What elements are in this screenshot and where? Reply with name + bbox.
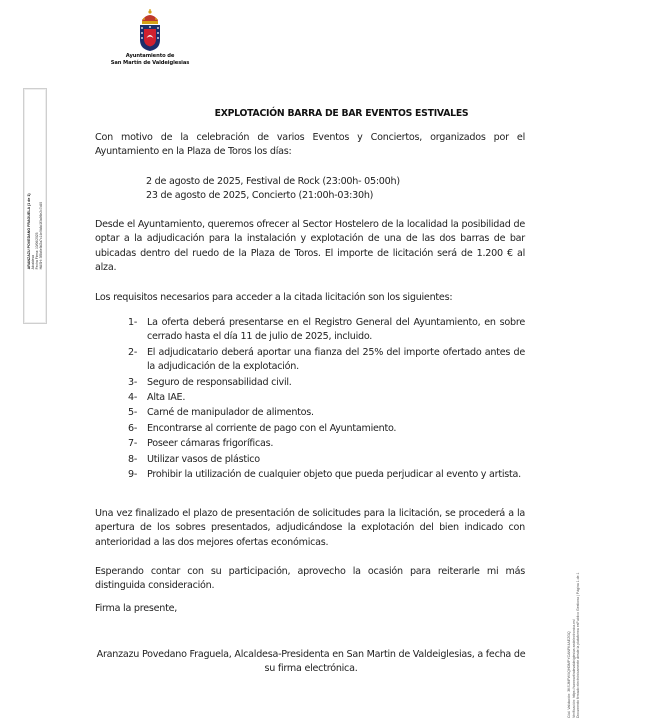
event-date-item: 23 de agosto de 2025, Concierto (21:00h-03:30h) xyxy=(146,190,374,202)
requirement-number: 9- xyxy=(128,469,138,481)
event-date-item: 2 de agosto de 2025, Festival de Rock (23:00h- 05:00h) xyxy=(146,176,400,187)
requirement-text: Seguro de responsabilidad civil. xyxy=(147,376,292,388)
requirement-number: 2- xyxy=(128,346,138,358)
event-dates xyxy=(146,175,400,204)
requirement-item xyxy=(128,346,525,375)
requirement-text: Encontrarse al corriente de pago con el Ayuntamiento. xyxy=(147,422,397,434)
signatory-line: Aranzazu Povedano Fraguela, Alcaldesa-Presidenta en San Martin de Valdeiglesias, a fecha de su firma electrónica. xyxy=(96,649,526,675)
sign-off: Firma la presente, xyxy=(95,603,178,614)
signer-name: ARANZAZU POVEDANO FRAGUELA (1 de 1) xyxy=(27,193,31,269)
coat-of-arms-icon xyxy=(133,8,167,52)
requirement-item xyxy=(128,406,525,420)
requirement-item xyxy=(128,422,525,436)
requirement-text: Carné de manipulador de alimentos. xyxy=(147,407,314,419)
document-title: EXPLOTACIÓN BARRA DE BAR EVENTOS ESTIVALES xyxy=(214,108,469,119)
farewell-paragraph: Esperando contar con su participación, aprovecho la ocasión para reiterarle mi más distinguida consideración. xyxy=(95,566,525,592)
requirement-item xyxy=(128,437,525,451)
requirement-item xyxy=(128,453,525,467)
requirement-item xyxy=(128,468,525,482)
requirement-text: Poseer cámaras frigoríficas. xyxy=(147,438,274,450)
verification-margin xyxy=(567,573,581,718)
signature-date: Fecha Firma: 10/06/2025 xyxy=(35,232,40,269)
offer-paragraph: Desde el Ayuntamiento, queremos ofrecer al Sector Hostelero de la localidad la posibilidad de optar a la adjudicación para la instalación y explotación de una de las dos barras de bar ubicadas dentro del ruedo de la Plaza de Toros. El importe de licitación será de 1.200 € al alza. xyxy=(95,219,525,274)
page-footer-note: Documento firmado electrónicamente desde la plataforma esPublico Gestiona | Página 1 de 1 xyxy=(576,572,581,718)
intro-paragraph: Con motivo de la celebración de varios Eventos y Conciertos, organizados por el Ayuntamiento en la Plaza de Toros los días: xyxy=(95,132,525,158)
requirement-text: Prohibir la utilización de cualquier objeto que pueda perjudicar al evento y artista. xyxy=(147,469,521,481)
requirement-number: 7- xyxy=(128,438,138,450)
signature-hash: HASH: 3f5b6e9d2a7c14e0b8d1f3a96e2c7d40 xyxy=(39,201,44,269)
requirement-number: 6- xyxy=(128,422,138,434)
requirement-item xyxy=(128,376,525,390)
requirement-text: El adjudicatario deberá aportar una fianza del 25% del importe ofertado antes de la adjudicación de la explotación. xyxy=(147,346,525,373)
requirement-text: Alta IAE. xyxy=(147,392,186,404)
requirement-text: La oferta deberá presentarse en el Registro General del Ayuntamiento, en sobre cerrado hasta el día 11 de julio de 2025, incluido. xyxy=(147,317,525,343)
signer-role: Alcaldesa xyxy=(31,254,36,269)
signature-stamp-text xyxy=(27,69,43,269)
requirement-number: 8- xyxy=(128,453,138,465)
requirement-number: 5- xyxy=(128,407,138,419)
procedure-paragraph: Una vez finalizado el plazo de presentación de solicitudes para la licitación, se procederá a la apertura de los sobres presentados, adjudicándose la explotación del bien indicado con anterioridad a las dos mejores ofertas económicas. xyxy=(95,508,525,548)
requirements-intro: Los requisitos necesarios para acceder a la citada licitación son los siguientes: xyxy=(95,292,453,303)
municipality-logo xyxy=(105,8,195,66)
verification-url: Verificación: https://sanmartindevaldeiglesias.sedelectronica.es/ xyxy=(571,619,576,718)
logo-line-1: Ayuntamiento de xyxy=(125,53,175,59)
validation-code: Cód. Validación: 3KSJMFWXQHDMPYCANFK4AEZGQ xyxy=(567,631,571,718)
requirement-number: 1- xyxy=(128,317,138,328)
requirement-item xyxy=(128,391,525,405)
requirement-item xyxy=(128,316,525,345)
requirement-number: 4- xyxy=(128,392,138,404)
logo-line-2: San Martín de Valdeiglesias xyxy=(110,59,190,66)
signature-stamp-box xyxy=(23,88,47,324)
logo-caption xyxy=(105,53,195,66)
requirements-list xyxy=(128,316,525,483)
requirement-number: 3- xyxy=(128,376,138,388)
requirement-text: Utilizar vasos de plástico xyxy=(147,453,260,465)
